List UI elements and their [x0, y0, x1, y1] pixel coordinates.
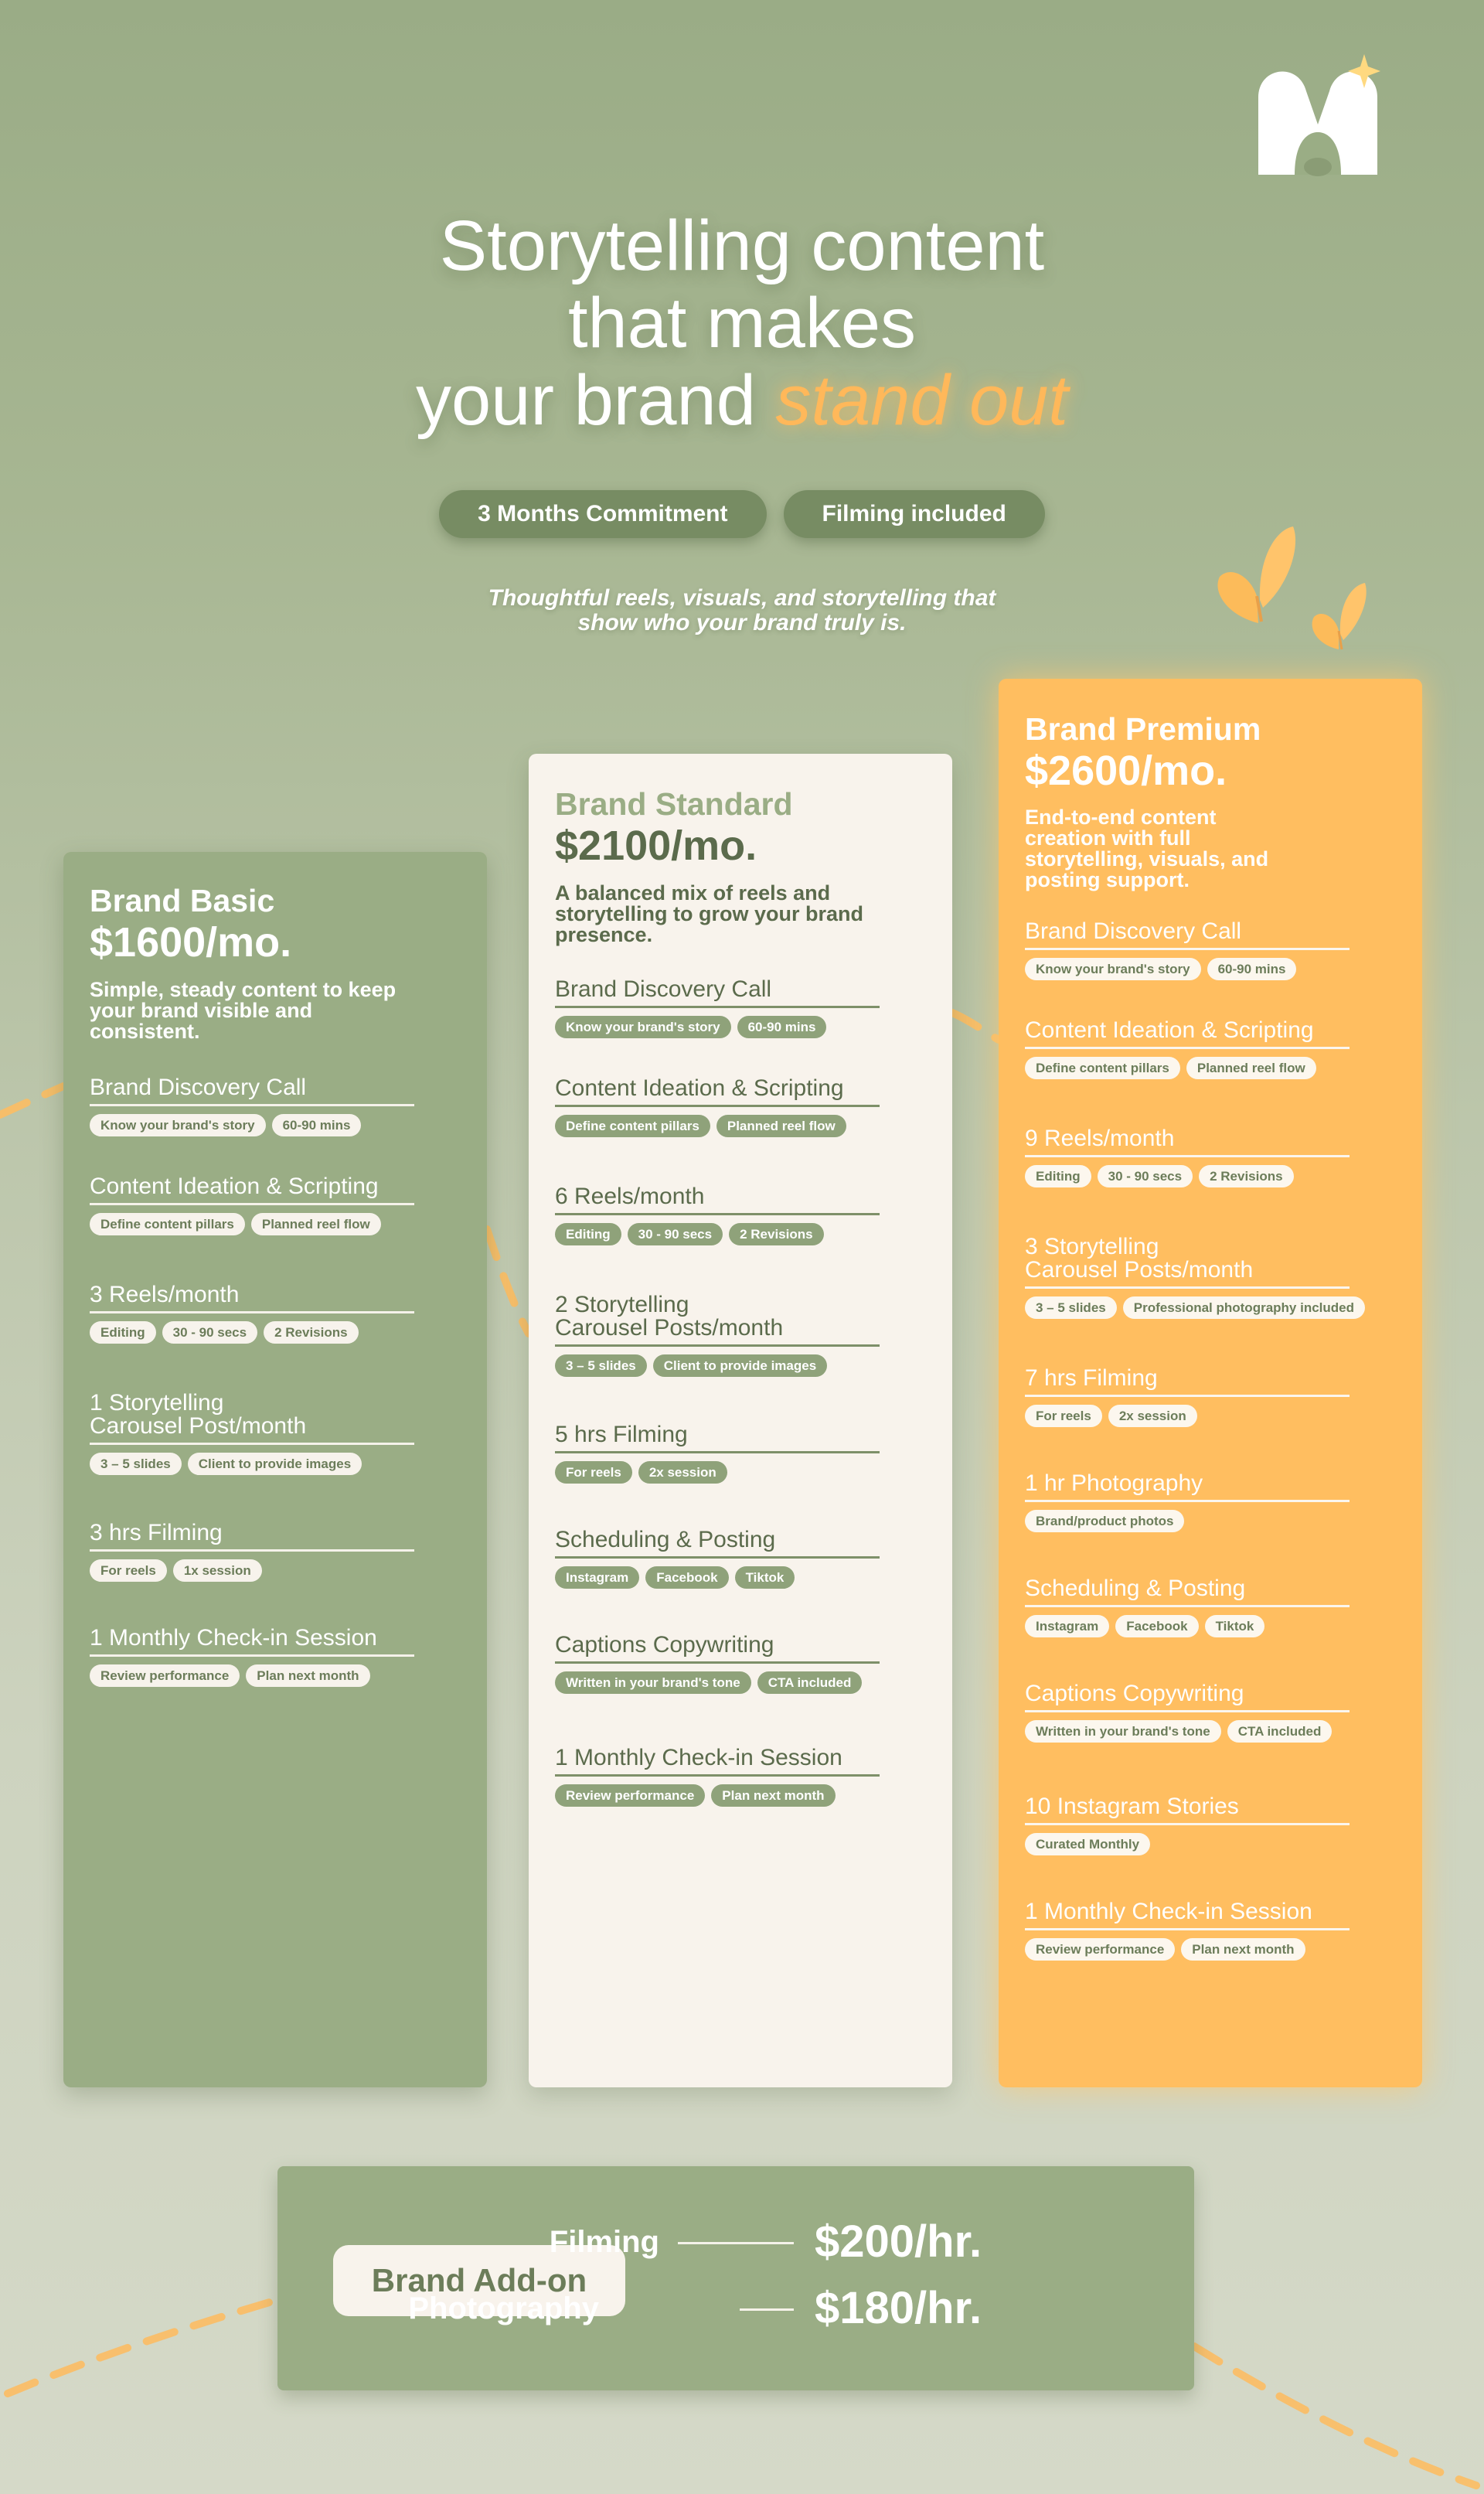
plan-description: End-to-end content creation with full storytelling, visuals, and posting support. [1025, 806, 1269, 891]
plan-card-basic [63, 852, 487, 2087]
feature-chip: Define content pillars [1025, 1057, 1180, 1079]
feature-divider [555, 1213, 880, 1215]
feature-name: Content Ideation & Scripting [1025, 1017, 1314, 1043]
feature-chip: 60-90 mins [272, 1114, 362, 1136]
feature-name: Captions Copywriting [555, 1632, 774, 1658]
feature-item [90, 1175, 414, 1235]
feature-chip: 60-90 mins [1207, 958, 1297, 980]
feature-chip: 3 – 5 slides [1025, 1296, 1117, 1319]
feature-divider [1025, 1395, 1350, 1397]
feature-name: 9 Reels/month [1025, 1126, 1175, 1151]
tagline-line-1: Thoughtful reels, visuals, and storytelling that [488, 585, 996, 611]
addon-item-price: $200/hr. [815, 2216, 982, 2267]
feature-name: Captions Copywriting [1025, 1681, 1244, 1706]
addon-label-pill: Brand Add-on [333, 2245, 625, 2316]
feature-chip: For reels [555, 1461, 632, 1484]
plan-title: Brand Basic [90, 883, 275, 918]
feature-chip: 30 - 90 secs [628, 1223, 723, 1245]
feature-item [1025, 1900, 1350, 1961]
addon-panel [277, 2166, 1194, 2390]
feature-name: 2 Storytelling Carousel Posts/month [555, 1292, 784, 1341]
feature-name: 1 Monthly Check-in Session [90, 1625, 377, 1651]
filming-pill: Filming included [784, 490, 1045, 538]
feature-divider [1025, 1500, 1350, 1502]
plan-card-standard [529, 754, 952, 2087]
feature-item [90, 1392, 414, 1475]
feature-name: 1 Monthly Check-in Session [1025, 1899, 1312, 1924]
feature-chip: Review performance [1025, 1938, 1175, 1961]
addon-row-filming [277, 2216, 1194, 2267]
plan-description: Simple, steady content to keep your brand visible and consistent. [90, 978, 397, 1043]
feature-item [1025, 1235, 1365, 1319]
feature-item [1025, 1127, 1350, 1187]
commitment-pill: 3 Months Commitment [439, 490, 766, 538]
feature-divider [1025, 948, 1350, 950]
butterfly-icon [1212, 523, 1301, 631]
feature-divider [555, 1661, 880, 1664]
feature-name: 5 hrs Filming [555, 1422, 688, 1447]
feature-name: 10 Instagram Stories [1025, 1794, 1239, 1819]
feature-item [555, 1293, 880, 1377]
feature-chip: CTA included [757, 1671, 863, 1694]
feature-chip: For reels [90, 1559, 167, 1582]
plan-price: $2600/mo. [1025, 748, 1227, 794]
feature-chip: 2 Revisions [264, 1321, 359, 1344]
feature-item [1025, 1367, 1350, 1427]
feature-divider [90, 1104, 414, 1106]
feature-chip: 3 – 5 slides [90, 1453, 182, 1475]
feature-name: 3 hrs Filming [90, 1520, 223, 1545]
feature-chip: 60-90 mins [737, 1016, 827, 1038]
plan-title: Brand Premium [1025, 711, 1261, 747]
feature-chip: Review performance [90, 1664, 240, 1687]
feature-divider [555, 1774, 880, 1777]
feature-chip: Brand/product photos [1025, 1510, 1184, 1532]
feature-chip: Editing [90, 1321, 156, 1344]
feature-chip: Tiktok [1205, 1615, 1265, 1637]
addon-divider [740, 2308, 794, 2311]
feature-chip: CTA included [1227, 1720, 1333, 1743]
bunny-logo-icon [1252, 51, 1384, 190]
feature-item [555, 1077, 880, 1137]
feature-chip: Know your brand's story [90, 1114, 266, 1136]
feature-name: 3 Storytelling Carousel Posts/month [1025, 1234, 1254, 1283]
feature-chip: Know your brand's story [555, 1016, 731, 1038]
feature-chip: Instagram [555, 1566, 639, 1589]
feature-chip: Client to provide images [653, 1354, 827, 1377]
feature-name: 1 Monthly Check-in Session [555, 1745, 842, 1770]
feature-chip: Define content pillars [555, 1115, 710, 1137]
addon-divider [678, 2242, 794, 2244]
feature-chip: 2 Revisions [1199, 1165, 1294, 1187]
feature-chip: Plan next month [711, 1784, 835, 1807]
plan-price: $2100/mo. [555, 823, 757, 869]
hero-line-2: that makes [568, 284, 916, 363]
hero-line-3-prefix: your brand [416, 361, 776, 440]
feature-item [555, 1185, 880, 1245]
feature-chip: 2x session [1108, 1405, 1197, 1427]
feature-item [1025, 1577, 1350, 1637]
feature-item [1025, 920, 1350, 980]
feature-name: Brand Discovery Call [90, 1075, 307, 1100]
feature-item [1025, 1472, 1350, 1532]
hero-line-1: Storytelling content [439, 206, 1045, 285]
feature-chip: 30 - 90 secs [162, 1321, 257, 1344]
feature-chip: Facebook [1115, 1615, 1198, 1637]
feature-chip: Tiktok [735, 1566, 795, 1589]
feature-name: Scheduling & Posting [1025, 1576, 1246, 1601]
butterfly-icon [1308, 578, 1370, 656]
feature-chip: Written in your brand's tone [1025, 1720, 1221, 1743]
feature-divider [555, 1344, 880, 1347]
feature-chip: 30 - 90 secs [1098, 1165, 1193, 1187]
feature-name: Content Ideation & Scripting [90, 1174, 379, 1199]
feature-divider [90, 1443, 414, 1445]
addon-item-name: Photography [408, 2291, 599, 2325]
feature-item [90, 1076, 414, 1136]
plan-title: Brand Standard [555, 786, 793, 822]
feature-divider [555, 1105, 880, 1107]
feature-chip: Editing [1025, 1165, 1091, 1187]
addon-row-photography [277, 2285, 1194, 2332]
hero-headline [0, 207, 1484, 439]
tagline-line-2: show who your brand truly is. [577, 610, 907, 635]
plan-card-premium [999, 679, 1422, 2087]
feature-chip: 2x session [638, 1461, 727, 1484]
plan-description: A balanced mix of reels and storytelling to grow your brand presence. [555, 881, 864, 946]
feature-item [90, 1521, 414, 1582]
feature-item [555, 1634, 880, 1694]
feature-name: 1 Storytelling Carousel Post/month [90, 1390, 307, 1439]
feature-item [555, 1746, 880, 1807]
feature-chip: Review performance [555, 1784, 705, 1807]
feature-divider [1025, 1605, 1350, 1607]
addon-item-price: $180/hr. [815, 2283, 982, 2333]
feature-divider [1025, 1928, 1350, 1930]
feature-name: 1 hr Photography [1025, 1470, 1203, 1496]
feature-name: Brand Discovery Call [555, 976, 772, 1002]
feature-divider [555, 1556, 880, 1559]
feature-chip: Written in your brand's tone [555, 1671, 751, 1694]
feature-divider [1025, 1155, 1350, 1157]
feature-chip: Curated Monthly [1025, 1833, 1150, 1855]
feature-chip: Instagram [1025, 1615, 1109, 1637]
feature-chip: Client to provide images [188, 1453, 362, 1475]
feature-item [90, 1283, 414, 1344]
feature-item [1025, 1019, 1350, 1079]
feature-chip: Define content pillars [90, 1213, 245, 1235]
feature-chip: For reels [1025, 1405, 1102, 1427]
feature-item [555, 1423, 880, 1484]
feature-chip: Planned reel flow [716, 1115, 846, 1137]
feature-divider [555, 1451, 880, 1453]
feature-name: 6 Reels/month [555, 1184, 705, 1209]
addon-item-name: Filming [549, 2225, 659, 2259]
feature-divider [90, 1203, 414, 1205]
feature-divider [90, 1549, 414, 1552]
feature-chip: Plan next month [246, 1664, 369, 1687]
hero-accent-text: stand out [775, 361, 1068, 440]
feature-chip: 2 Revisions [729, 1223, 824, 1245]
feature-divider [1025, 1286, 1350, 1289]
feature-chip: Planned reel flow [251, 1213, 381, 1235]
feature-divider [1025, 1047, 1350, 1049]
feature-chip: Planned reel flow [1186, 1057, 1316, 1079]
feature-divider [1025, 1710, 1350, 1712]
feature-name: Content Ideation & Scripting [555, 1075, 844, 1101]
feature-divider [555, 1006, 880, 1008]
feature-item [1025, 1682, 1350, 1743]
feature-item [1025, 1795, 1350, 1855]
feature-chip: Know your brand's story [1025, 958, 1201, 980]
feature-item [555, 1528, 880, 1589]
feature-divider [90, 1311, 414, 1313]
feature-name: Brand Discovery Call [1025, 918, 1242, 944]
feature-chip: Professional photography included [1123, 1296, 1365, 1319]
feature-chip: Facebook [645, 1566, 728, 1589]
plan-price: $1600/mo. [90, 919, 292, 966]
feature-chip: Editing [555, 1223, 621, 1245]
feature-name: Scheduling & Posting [555, 1527, 776, 1552]
feature-name: 7 hrs Filming [1025, 1365, 1158, 1391]
feature-chip: 1x session [173, 1559, 262, 1582]
hero-line-3 [0, 362, 1484, 439]
feature-chip: Plan next month [1181, 1938, 1305, 1961]
feature-chip: 3 – 5 slides [555, 1354, 647, 1377]
feature-divider [90, 1654, 414, 1657]
feature-item [90, 1627, 414, 1687]
feature-item [555, 978, 880, 1038]
feature-name: 3 Reels/month [90, 1282, 240, 1307]
feature-divider [1025, 1823, 1350, 1825]
